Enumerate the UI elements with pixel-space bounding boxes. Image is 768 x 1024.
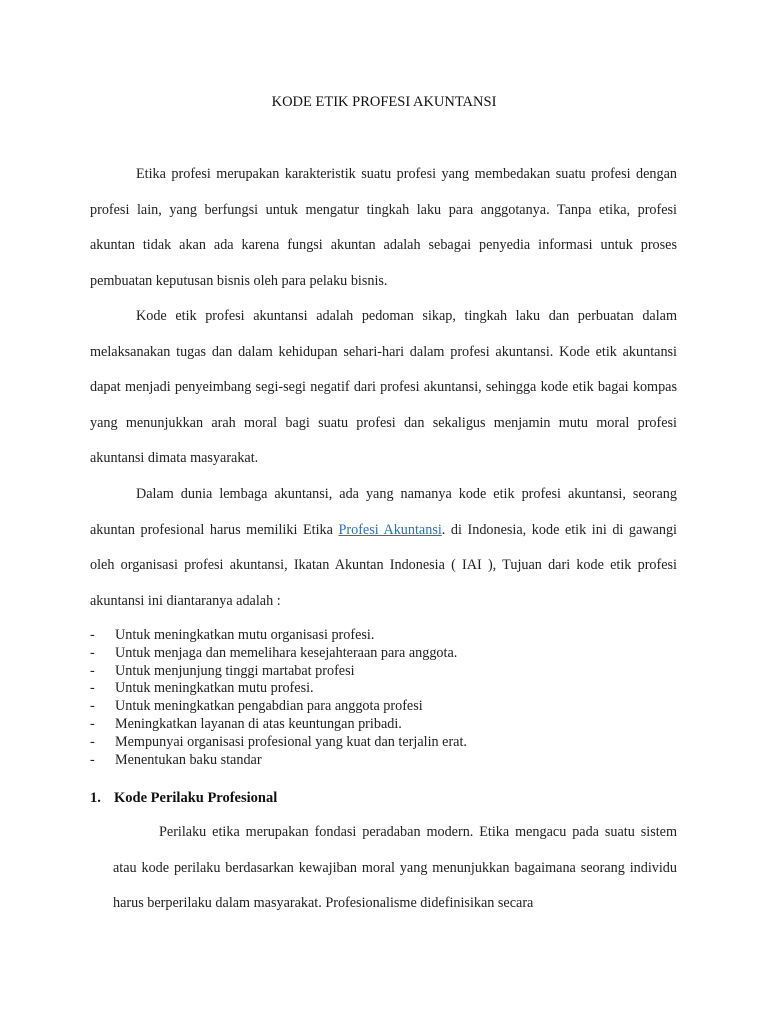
list-item [90,734,690,752]
list-item-text: Meningkatkan layanan di atas keuntungan pribadi. [115,715,402,732]
paragraph-text-before-link: Dalam dunia lembaga akuntansi, ada yang namanya kode etik profesi akuntansi, seorang akuntan profesional harus memiliki Etika [90,486,677,538]
paragraph-etika-profesi: Etika profesi merupakan karakteristik suatu profesi yang membedakan suatu profesi dengan profesi lain, yang berfungsi untuk mengatur tingkah laku para anggotanya. Tanpa etika, profesi akuntan tidak akan ada karena fungsi akuntan adalah sebagai penyedia informasi untuk proses pembuatan keputusan bisnis oleh para pelaku bisnis. [90,166,677,289]
bullet-dash: - [90,627,95,643]
list-item-text: Untuk menjunjung tinggi martabat profesi [115,662,355,679]
list-item [90,698,690,716]
bullet-dash: - [90,644,95,661]
list-item-text: Untuk menjaga dan memelihara kesejahteraan para anggota. [115,644,458,661]
tujuan-list [90,627,690,769]
list-item-text: Untuk meningkatkan mutu organisasi profesi. [115,627,375,643]
list-item-text: Menentukan baku standar [115,751,262,768]
list-item [90,627,690,645]
list-item-text: Mempunyai organisasi profesional yang kuat dan terjalin erat. [115,733,467,750]
section-title: Kode Perilaku Profesional [114,790,278,806]
list-item [90,645,690,663]
bullet-dash: - [90,733,95,750]
paragraph-lembaga-akuntansi [90,477,677,619]
section-heading [90,788,277,808]
bullet-dash: - [90,662,95,679]
list-item [90,752,690,770]
bullet-dash: - [90,698,95,715]
document-title: KODE ETIK PROFESI AKUNTANSI [271,94,497,110]
bullet-dash: - [90,715,95,732]
paragraph-perilaku-etika: Perilaku etika merupakan fondasi peradaban modern. Etika mengacu pada suatu sistem atau kode perilaku berdasarkan kewajiban moral yang menunjukkan bagaimana seorang individu harus berperilaku dalam masyarakat. Profesionalisme didefinisikan secara [113,824,677,911]
list-item-text: Untuk meningkatkan mutu profesi. [115,680,314,697]
list-item [90,680,690,698]
section-number: 1. [90,790,101,806]
list-item [90,663,690,681]
bullet-dash: - [90,680,95,697]
list-item [90,716,690,734]
paragraph-text-after-link: . di Indonesia, kode etik ini di gawangi oleh organisasi profesi akuntansi, Ikatan Akuntan Indonesia ( IAI ), Tujuan dari kode etik profesi akuntansi ini diantaranya adalah : [90,521,677,609]
profesi-akuntansi-link[interactable]: Profesi Akuntansi [338,521,442,538]
bullet-dash: - [90,751,95,768]
paragraph-kode-etik: Kode etik profesi akuntansi adalah pedoman sikap, tingkah laku dan perbuatan dalam melaksanakan tugas dan dalam kehidupan sehari-hari dalam profesi akuntansi. Kode etik akuntansi dapat menjadi penyeimbang segi-segi negatif dari profesi akuntansi, sehingga kode etik bagai kompas yang menunjukkan arah moral bagi suatu profesi dan sekaligus menjamin mutu moral profesi akuntansi dimata masyarakat. [90,308,677,466]
list-item-text: Untuk meningkatkan pengabdian para anggota profesi [115,698,423,715]
